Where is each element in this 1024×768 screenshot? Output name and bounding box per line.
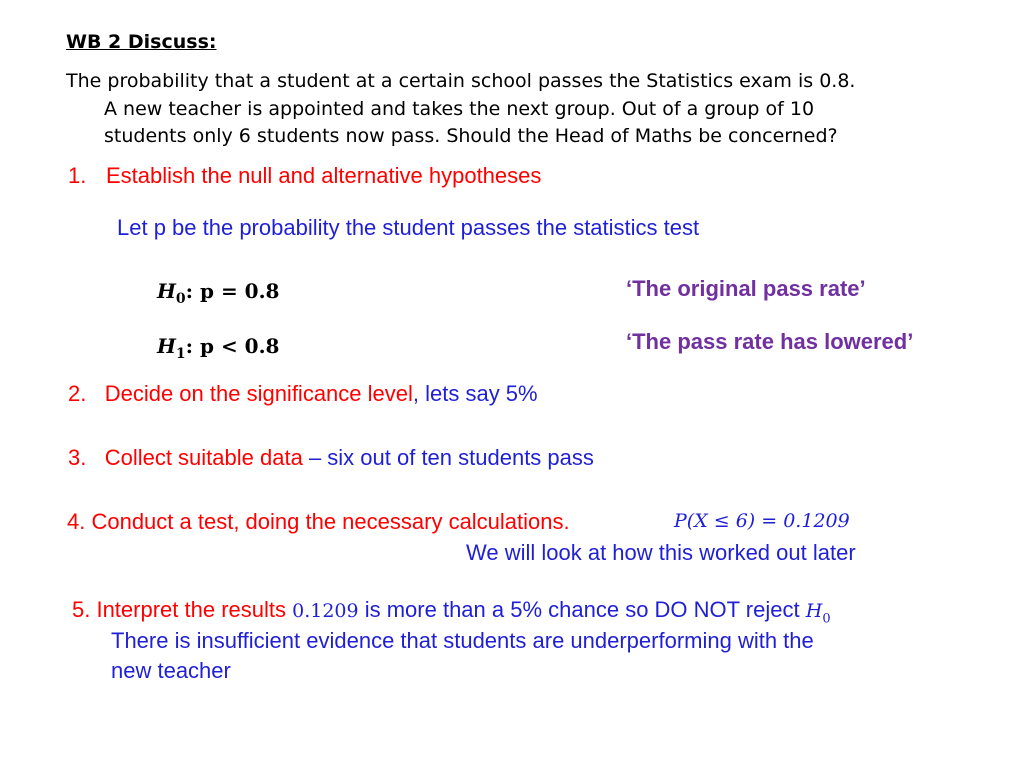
h0-symbol: H [157, 279, 176, 303]
h0-rest: : p = 0.8 [185, 279, 280, 303]
step-1-heading: Establish the null and alternative hypotheses [106, 163, 542, 188]
alternative-hypothesis [157, 334, 279, 362]
probability-calculation: P(X ≤ 6) = 0.1209 [674, 510, 850, 532]
alternative-hypothesis-note: ‘The pass rate has lowered’ [626, 329, 914, 354]
step-3-detail: – six out of ten students pass [302, 445, 594, 470]
step-5-h-symbol: H [805, 600, 823, 622]
h0-subscript: 0 [175, 291, 186, 307]
null-hypothesis-note: ‘The original pass rate’ [626, 276, 866, 301]
step-5-result: is more than a 5% chance so DO NOT reject [358, 597, 806, 622]
h1-rest: : p < 0.8 [185, 334, 280, 358]
problem-statement [66, 68, 1006, 151]
problem-line-1: The probability that a student at a certain school passes the Statistics exam is 0.8. [66, 70, 856, 92]
step-5-line-2: There is insufficient evidence that students are underperforming with the [111, 628, 814, 653]
step-3-heading: Collect suitable data [104, 445, 303, 470]
step-5-h-subscript: 0 [822, 611, 831, 627]
step-5-heading: 5. Interpret the results [72, 597, 286, 622]
step-5-line-1 [72, 597, 831, 626]
step-5-line-3: new teacher [111, 658, 231, 683]
step-2-detail: , lets say 5% [412, 381, 538, 406]
step-4-heading: 4. Conduct a test, doing the necessary calculations. [67, 509, 570, 534]
problem-line-3: students only 6 students now pass. Should the Head of Maths be concerned? [104, 125, 838, 147]
step-1-number: 1. [68, 163, 87, 188]
step-5-value: 0.1209 [292, 600, 359, 622]
step-2 [68, 381, 538, 407]
h1-symbol: H [157, 334, 176, 358]
slide-title: WB 2 Discuss: [66, 31, 217, 53]
step-3 [68, 445, 594, 471]
step-2-number: 2. [68, 381, 87, 406]
step-2-heading: Decide on the significance level [104, 381, 413, 406]
problem-line-2: A new teacher is appointed and takes the next group. Out of a group of 10 [104, 97, 815, 120]
h1-subscript: 1 [175, 346, 186, 362]
step-3-number: 3. [68, 445, 87, 470]
null-hypothesis [157, 279, 279, 307]
step-4-note: We will look at how this worked out later [466, 540, 856, 565]
let-p-definition: Let p be the probability the student passes the statistics test [117, 215, 700, 240]
